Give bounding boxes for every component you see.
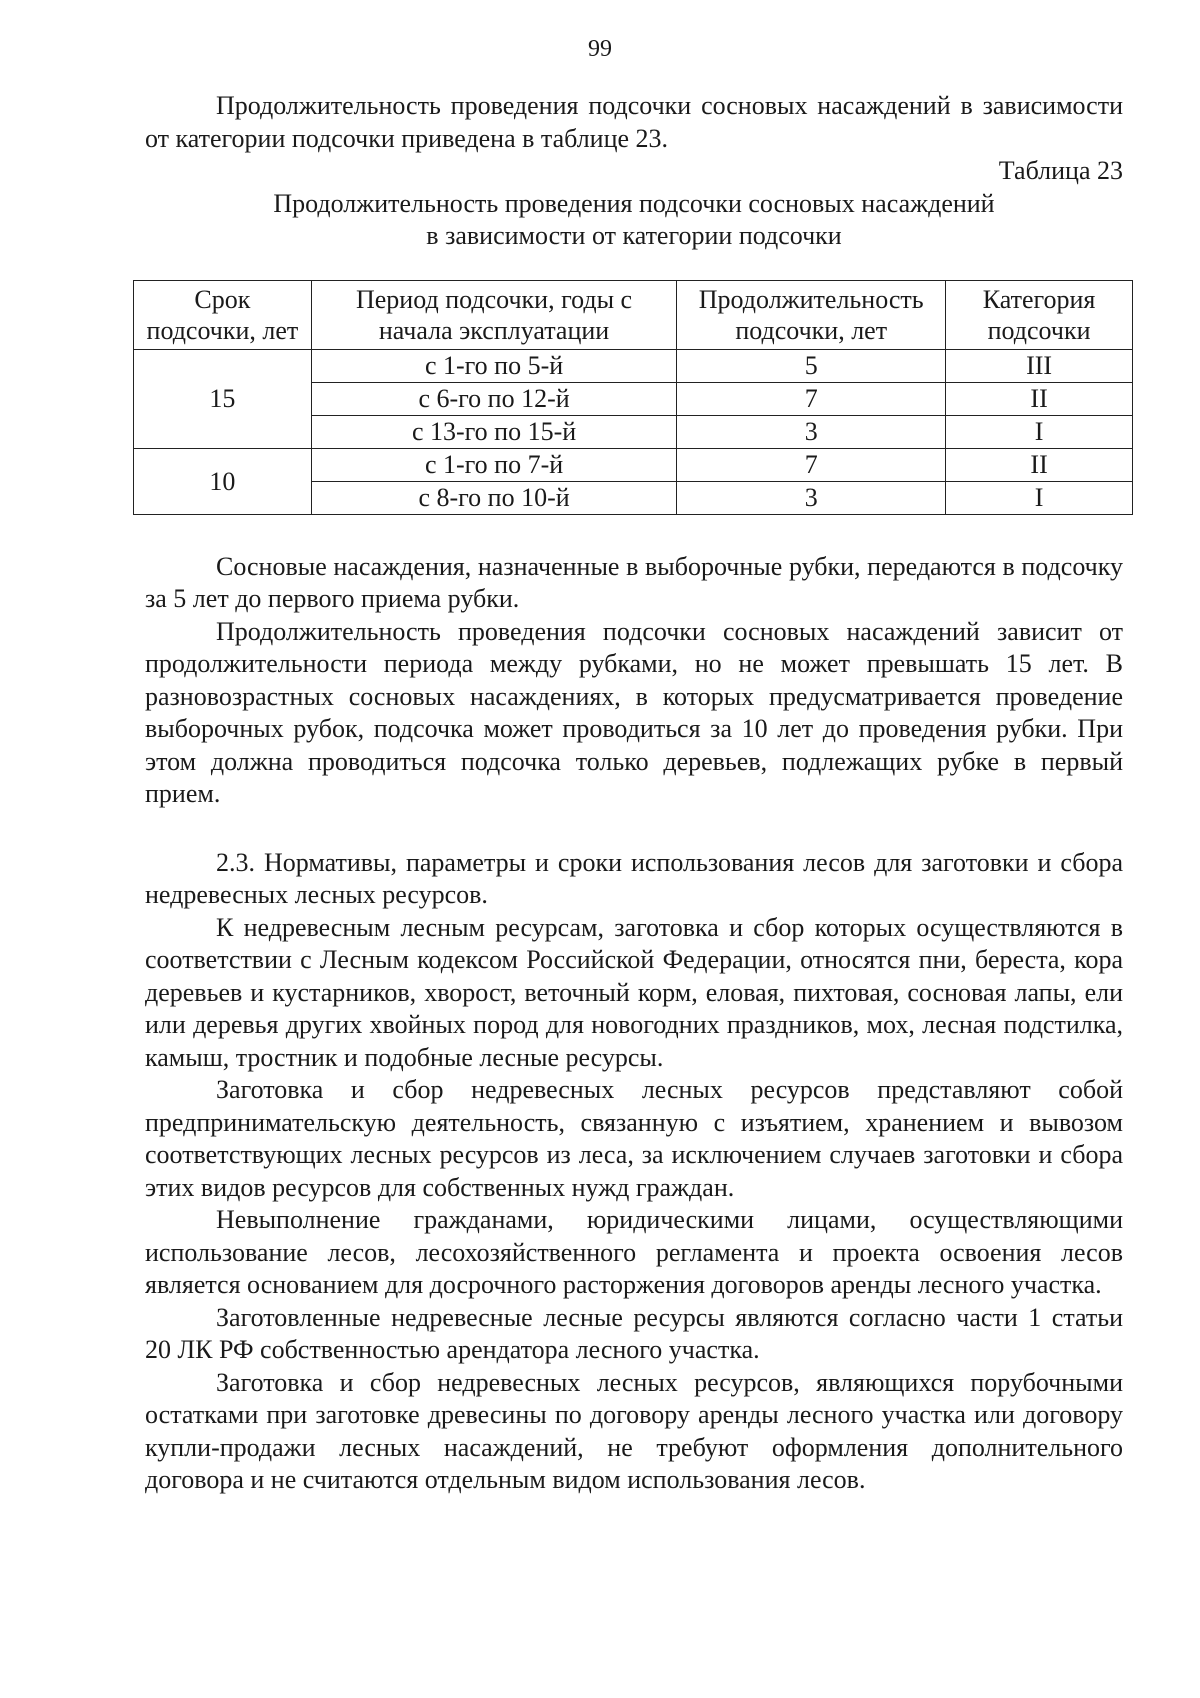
category-cell: III	[946, 349, 1133, 382]
category-cell: II	[946, 382, 1133, 415]
table-header-row	[134, 280, 1133, 349]
term-cell: 15	[134, 349, 312, 448]
term-cell: 10	[134, 448, 312, 514]
section-heading: 2.3. Нормативы, параметры и сроки использования лесов для заготовки и сбора недревесных лесных ресурсов.	[145, 847, 1123, 909]
category-cell: I	[946, 415, 1133, 448]
table-title-line-1: Продолжительность проведения подсочки сосновых насаждений	[273, 188, 995, 218]
table-row	[134, 349, 1133, 382]
period-cell: с 13-го по 15-й	[311, 415, 676, 448]
duration-cell: 7	[677, 448, 946, 481]
intro-paragraph: Продолжительность проведения подсочки сосновых насаждений в зависимости от категории подсочки приведена в таблице 23.	[145, 91, 1123, 153]
section-paragraph: Заготовленные недревесные лесные ресурсы являются согласно части 1 статьи 20 ЛК РФ собственностью арендатора лесного участка.	[145, 1302, 1123, 1364]
section-paragraph: Заготовка и сбор недревесных лесных ресурсов, являющихся порубочными остатками при заготовке древесины по договору аренды лесного участка или договору купли-продажи лесных насаждений, не требуют оформления дополнительного договора и не считаются отдельным видом использования лесов.	[145, 1367, 1123, 1494]
header-period: Период подсочки, годы с начала эксплуатации	[311, 280, 676, 349]
header-category: Категория подсочки	[946, 280, 1133, 349]
section-paragraph: Невыполнение гражданами, юридическими лицами, осуществляющими использование лесов, лесохозяйственного регламента и проекта освоения лесов является основанием для досрочного расторжения договоров аренды лесного участка.	[145, 1205, 1123, 1299]
page-number: 99	[588, 36, 612, 62]
table-title	[145, 188, 1123, 252]
document-body	[145, 90, 1123, 1497]
period-cell: с 1-го по 7-й	[311, 448, 676, 481]
period-cell: с 1-го по 5-й	[311, 349, 676, 382]
table-title-line-2: в зависимости от категории подсочки	[426, 220, 842, 250]
duration-cell: 5	[677, 349, 946, 382]
table-row	[134, 448, 1133, 481]
table-label: Таблица 23	[998, 156, 1123, 185]
period-cell: с 6-го по 12-й	[311, 382, 676, 415]
section-paragraph: Заготовка и сбор недревесных лесных ресурсов представляют собой предпринимательскую деятельность, связанную с изъятием, хранением и вывозом соответствующих лесных ресурсов из леса, за исключением случаев заготовки и сбора этих видов ресурсов для собственных нужд граждан.	[145, 1075, 1123, 1202]
category-cell: II	[946, 448, 1133, 481]
period-cell: с 8-го по 10-й	[311, 481, 676, 514]
header-term: Срок подсочки, лет	[134, 280, 312, 349]
paragraph-selective-felling: Сосновые насаждения, назначенные в выборочные рубки, передаются в подсочку за 5 лет до первого приема рубки.	[145, 551, 1123, 613]
duration-table	[133, 280, 1133, 515]
category-cell: I	[946, 481, 1133, 514]
header-duration: Продолжительность подсочки, лет	[677, 280, 946, 349]
section-paragraph: К недревесным лесным ресурсам, заготовка и сбор которых осуществляются в соответствии с Лесным кодексом Российской Федерации, относятся пни, береста, кора деревьев и кустарников, хворост, веточный корм, еловая, пихтовая, сосновая лапы, ели или деревья других хвойных пород для новогодних праздников, мох, лесная подстилка, камыш, тростник и подобные лесные ресурсы.	[145, 912, 1123, 1072]
duration-cell: 3	[677, 415, 946, 448]
duration-cell: 7	[677, 382, 946, 415]
paragraph-tapping-duration: Продолжительность проведения подсочки сосновых насаждений зависит от продолжительности периода между рубками, но не может превышать 15 лет. В разновозрастных сосновых насаждениях, в которых предусматривается проведение выборочных рубок, подсочка может проводиться за 10 лет до проведения рубки. При этом должна проводиться подсочка только деревьев, подлежащих рубке в первый прием.	[145, 616, 1123, 808]
duration-cell: 3	[677, 481, 946, 514]
